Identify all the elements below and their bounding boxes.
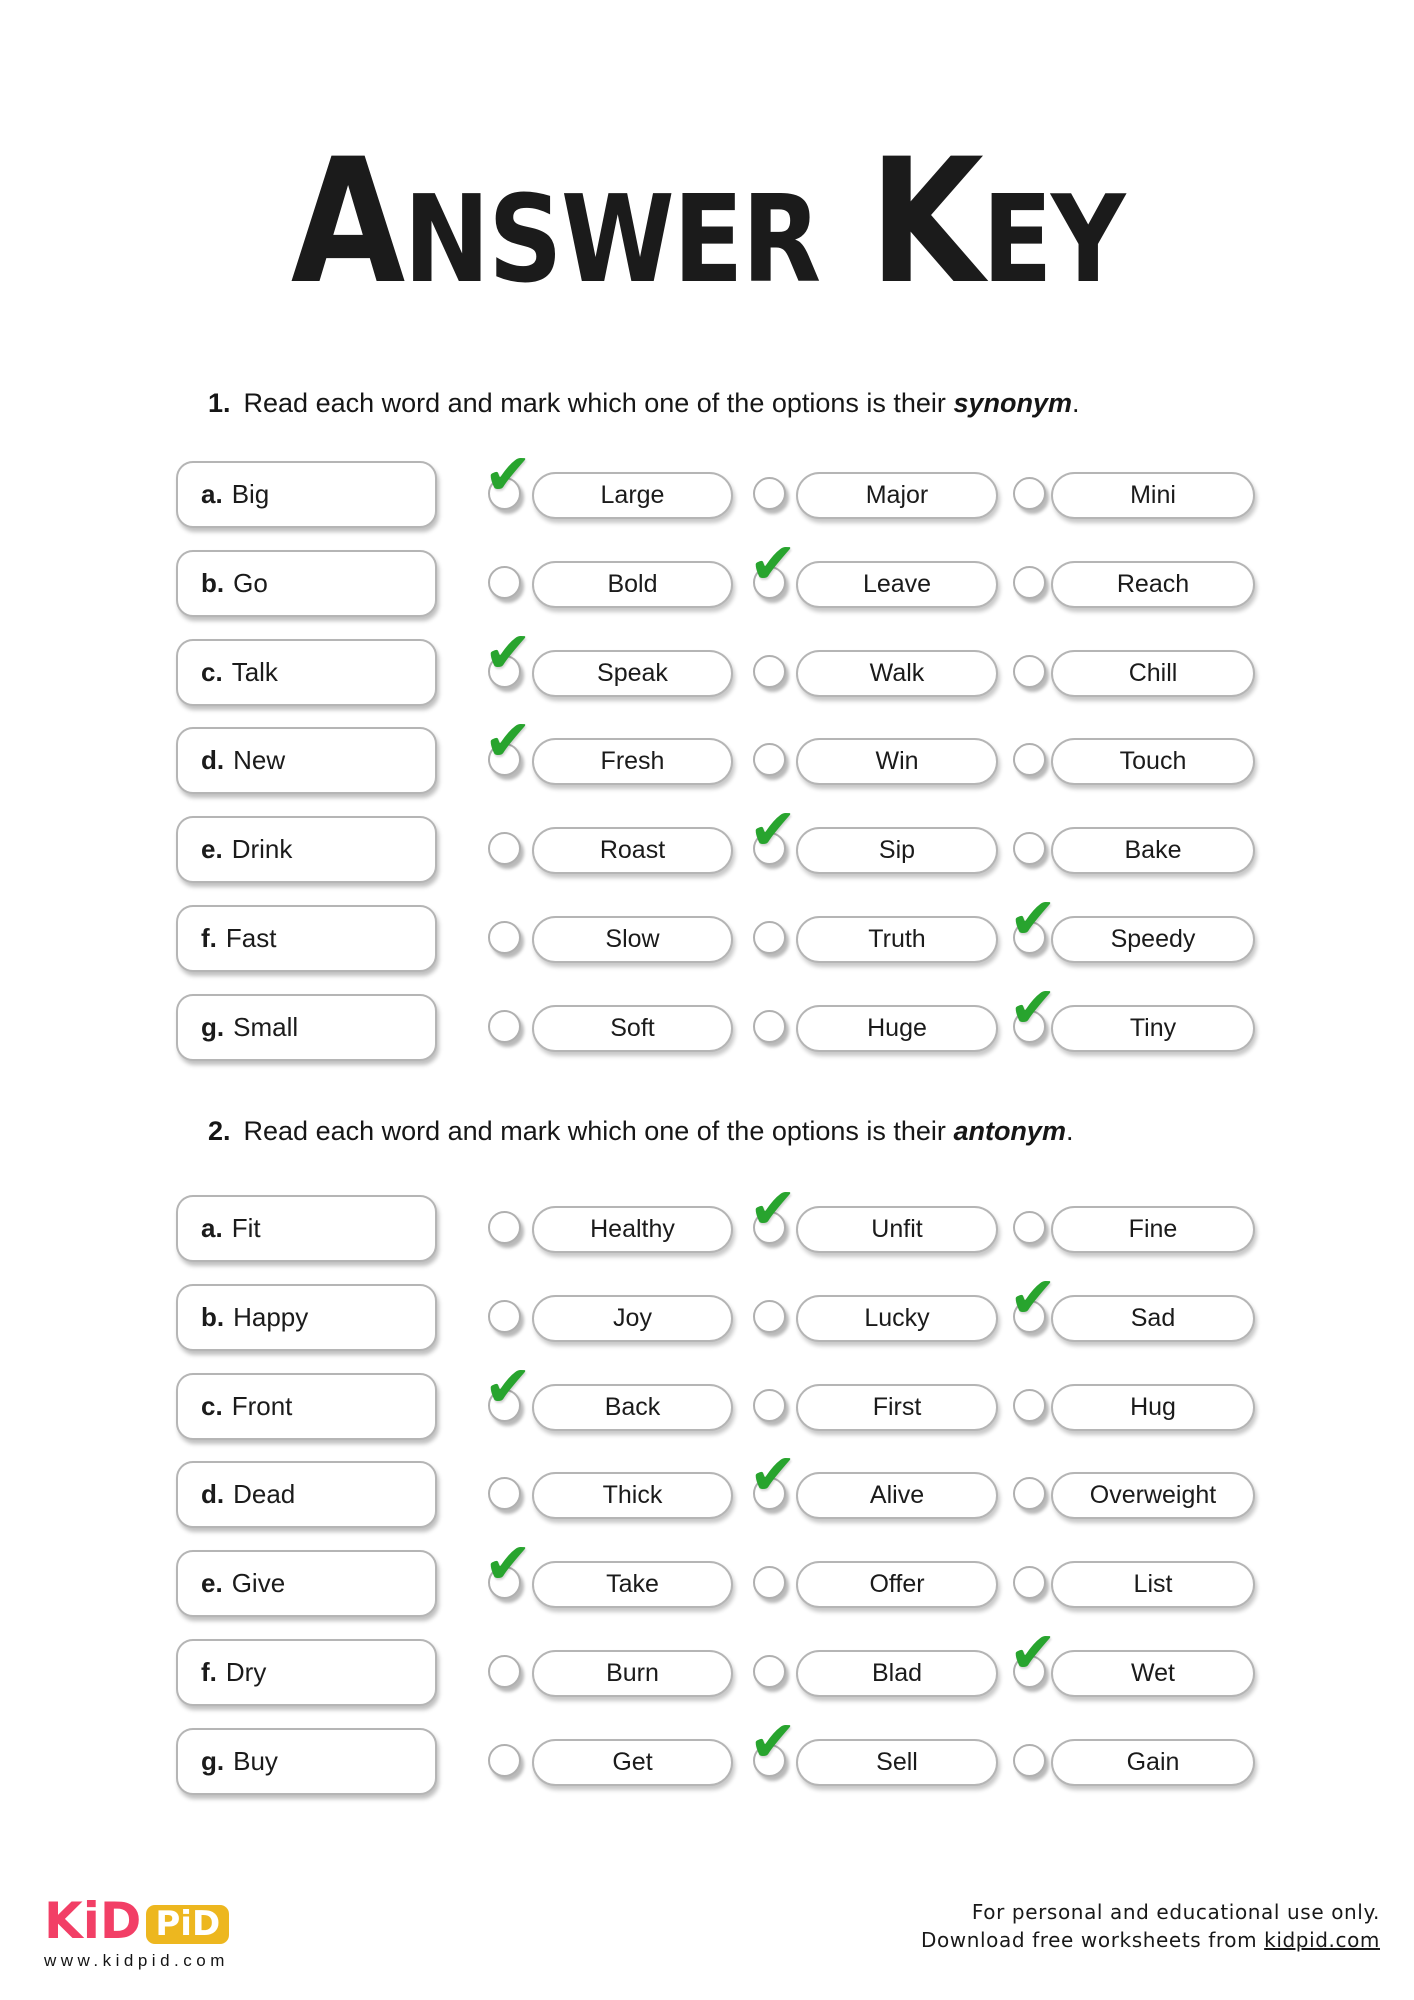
page-title [0,121,1414,322]
option-pill: First [796,1384,998,1431]
word-box [176,994,437,1061]
option-pill: Major [796,472,998,519]
section-2-keyword: antonym [953,1116,1066,1146]
word-letter: a. [201,1213,223,1243]
radio-circle [753,1300,786,1333]
option-pill: Large [532,472,733,519]
option-pill: Sell [796,1739,998,1786]
option-pill: Unfit [796,1206,998,1253]
option-pill: Fresh [532,738,733,785]
section-1-number: 1. [208,388,231,418]
word-letter: b. [201,568,225,598]
radio-circle [1013,655,1046,688]
option-pill: Burn [532,1650,733,1697]
radio-circle [753,1655,786,1688]
radio-circle [753,655,786,688]
word-letter: d. [201,1479,225,1509]
answer-row [0,1176,1414,1265]
option-pill: Alive [796,1472,998,1519]
option-pill: Tiny [1051,1005,1255,1052]
radio-circle [1013,743,1046,776]
answer-row [0,620,1414,709]
radio-circle [1013,477,1046,510]
section-1-keyword: synonym [953,388,1072,418]
page-title-text: Answer Key [290,121,1124,322]
radio-circle [753,1389,786,1422]
option-pill: Healthy [532,1206,733,1253]
check-icon: ✔ [1009,1620,1057,1686]
word-letter: a. [201,479,223,509]
option-pill: Bold [532,561,733,608]
answer-row [0,708,1414,797]
usage-note [921,1898,1380,1954]
section-2-number: 2. [208,1116,231,1146]
option-pill: Leave [796,561,998,608]
word-letter: g. [201,1746,225,1776]
check-icon: ✔ [484,620,532,686]
option-pill: Speedy [1051,916,1255,963]
option-pill: Take [532,1561,733,1608]
word-letter: b. [201,1302,225,1332]
answer-row [0,1531,1414,1620]
answer-row [0,1354,1414,1443]
radio-circle [488,1300,521,1333]
check-icon: ✔ [484,442,532,508]
word-text: Front [231,1391,293,1421]
radio-circle [1013,1744,1046,1777]
word-box [176,1461,437,1528]
option-pill: Blad [796,1650,998,1697]
option-pill: Overweight [1051,1472,1255,1519]
word-box [176,639,437,706]
word-letter: e. [201,834,223,864]
word-text: Dead [233,1479,296,1509]
option-pill: Hug [1051,1384,1255,1431]
word-text: Dry [225,1657,267,1687]
word-text: New [233,745,286,775]
check-icon: ✔ [1009,886,1057,952]
radio-circle [488,566,521,599]
word-text: Fit [231,1213,261,1243]
option-pill: Thick [532,1472,733,1519]
option-pill: List [1051,1561,1255,1608]
word-box [176,1284,437,1351]
word-letter: d. [201,745,225,775]
radio-circle [488,1655,521,1688]
radio-circle [753,1010,786,1043]
check-icon: ✔ [484,708,532,774]
website-url: www.kidpid.com [44,1951,229,1970]
option-pill: Wet [1051,1650,1255,1697]
word-letter: f. [201,1657,217,1687]
word-text: Talk [231,657,278,687]
option-pill: Fine [1051,1206,1255,1253]
word-letter: e. [201,1568,223,1598]
check-icon: ✔ [749,797,797,863]
word-letter: c. [201,1391,223,1421]
answer-row [0,1442,1414,1531]
radio-circle [488,1477,521,1510]
word-text: Fast [225,923,277,953]
radio-circle [1013,1211,1046,1244]
answer-row [0,975,1414,1064]
usage-note-line2: Download free worksheets from kidpid.com [920,1928,1380,1952]
radio-circle [1013,566,1046,599]
check-icon: ✔ [1009,1265,1057,1331]
radio-circle [1013,1477,1046,1510]
section-1-instruction [208,386,1080,420]
word-box [176,461,437,528]
option-pill: Sad [1051,1295,1255,1342]
option-pill: Sip [796,827,998,874]
section-2-instruction [208,1114,1073,1148]
word-box [176,905,437,972]
option-pill: Lucky [796,1295,998,1342]
word-box [176,550,437,617]
check-icon: ✔ [749,1442,797,1508]
radio-circle [753,1566,786,1599]
option-pill: Joy [532,1295,733,1342]
option-pill: Chill [1051,650,1255,697]
logo-pid-badge: PiD [146,1905,229,1944]
option-pill: Bake [1051,827,1255,874]
option-pill: Reach [1051,561,1255,608]
word-box [176,816,437,883]
radio-circle [488,832,521,865]
answer-row [0,797,1414,886]
option-pill: Get [532,1739,733,1786]
option-pill: Huge [796,1005,998,1052]
option-pill: Offer [796,1561,998,1608]
radio-circle [488,1010,521,1043]
word-text: Drink [231,834,293,864]
word-text: Go [233,568,268,598]
word-text: Happy [233,1302,309,1332]
word-text: Small [233,1012,299,1042]
word-box [176,1373,437,1440]
radio-circle [488,1211,521,1244]
check-icon: ✔ [484,1531,532,1597]
word-letter: f. [201,923,217,953]
word-text: Give [231,1568,286,1598]
option-pill: Win [796,738,998,785]
word-box [176,1728,437,1795]
option-pill: Back [532,1384,733,1431]
check-icon: ✔ [749,1176,797,1242]
radio-circle [753,477,786,510]
answer-row [0,1620,1414,1709]
check-icon: ✔ [1009,975,1057,1041]
radio-circle [1013,1566,1046,1599]
answer-row [0,531,1414,620]
option-pill: Mini [1051,472,1255,519]
radio-circle [1013,832,1046,865]
radio-circle [488,1744,521,1777]
option-pill: Roast [532,827,733,874]
radio-circle [753,743,786,776]
option-pill: Speak [532,650,733,697]
section-2-period: . [1065,1116,1074,1146]
radio-circle [488,921,521,954]
check-icon: ✔ [749,531,797,597]
option-pill: Touch [1051,738,1255,785]
word-box [176,1550,437,1617]
check-icon: ✔ [749,1709,797,1775]
word-text: Buy [233,1746,278,1776]
radio-circle [1013,1389,1046,1422]
word-box [176,727,437,794]
option-pill: Walk [796,650,998,697]
answer-row [0,886,1414,975]
option-pill: Gain [1051,1739,1255,1786]
radio-circle [753,921,786,954]
answer-row [0,1265,1414,1354]
option-pill: Soft [532,1005,733,1052]
kidpid-logo [44,1892,229,1950]
word-letter: c. [201,657,223,687]
word-box [176,1639,437,1706]
section-1-text: Read each word and mark which one of the options is their [243,388,954,418]
option-pill: Truth [796,916,998,963]
answer-row [0,442,1414,531]
word-box [176,1195,437,1262]
section-2-text: Read each word and mark which one of the options is their [243,1116,954,1146]
word-text: Big [231,479,270,509]
kidpid-link[interactable]: kidpid.com [1264,1928,1380,1952]
word-letter: g. [201,1012,225,1042]
logo-kid-text: KiD [44,1892,142,1950]
section-1-period: . [1071,388,1080,418]
check-icon: ✔ [484,1354,532,1420]
answer-row [0,1709,1414,1798]
option-pill: Slow [532,916,733,963]
usage-note-line1: For personal and educational use only. [971,1900,1380,1924]
